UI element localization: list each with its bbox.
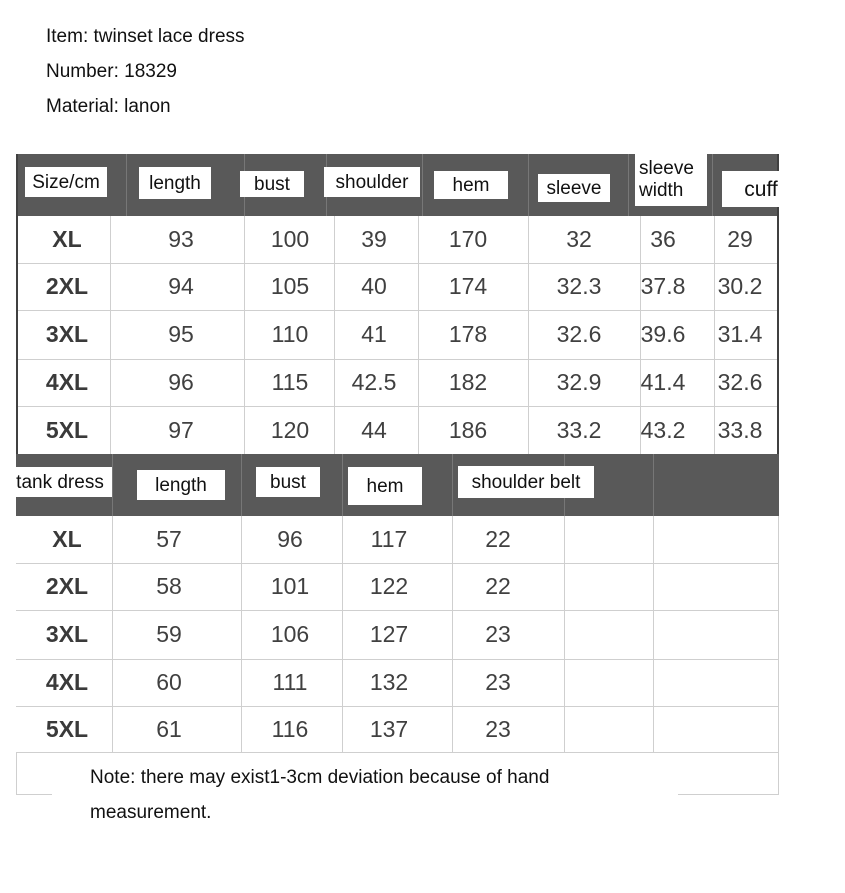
- table-cell: 39.6: [640, 321, 686, 347]
- size-cell: 5XL: [45, 416, 89, 443]
- table-cell: 57: [156, 526, 182, 552]
- table-cell: 33.2: [556, 416, 602, 443]
- table-cell: 127: [369, 621, 409, 647]
- table-cell: 31.4: [717, 321, 763, 347]
- size-cell: 3XL: [45, 621, 89, 647]
- table-cell: 32: [566, 226, 592, 252]
- table-cell: 32.6: [556, 321, 602, 347]
- table-cell: 32.6: [717, 369, 763, 395]
- table-cell: 174: [448, 273, 488, 299]
- table-cell: 43.2: [640, 416, 686, 443]
- size-cell: XL: [52, 226, 82, 252]
- header-sleeve-width: sleeve width: [635, 154, 707, 206]
- table-cell: 116: [271, 715, 309, 742]
- table-cell: 59: [156, 621, 182, 647]
- table-cell: 96: [277, 526, 303, 552]
- table-cell: 39: [361, 226, 387, 252]
- table-cell: 110: [271, 321, 309, 347]
- size-cell: 3XL: [45, 321, 89, 347]
- table-cell: 105: [270, 273, 310, 299]
- table-cell: 41: [361, 321, 387, 347]
- table-cell: 22: [485, 526, 511, 552]
- table-cell: 106: [270, 621, 310, 647]
- table-cell: 93: [168, 226, 194, 252]
- table-cell: 61: [156, 715, 182, 742]
- header-bust: bust: [240, 171, 304, 197]
- table-cell: 186: [448, 416, 488, 443]
- table-cell: 23: [485, 621, 511, 647]
- table-cell: 58: [156, 573, 182, 599]
- table-cell: 41.4: [640, 369, 686, 395]
- table-cell: 122: [369, 573, 409, 599]
- header-hem: hem: [434, 171, 508, 199]
- table-cell: 132: [369, 669, 409, 695]
- table-cell: 32.9: [556, 369, 602, 395]
- table-cell: 33.8: [717, 416, 763, 443]
- header-sleeve: sleeve: [538, 174, 610, 202]
- table-cell: 32.3: [556, 273, 602, 299]
- table-cell: 30.2: [717, 273, 763, 299]
- table-cell: 37.8: [640, 273, 686, 299]
- material-line: Material: lanon: [46, 96, 171, 117]
- table-cell: 40: [361, 273, 387, 299]
- table-cell: 137: [369, 715, 409, 742]
- header-shoulder: shoulder: [324, 167, 420, 197]
- table-cell: 182: [448, 369, 488, 395]
- table-cell: 115: [271, 369, 309, 395]
- table-cell: 95: [168, 321, 194, 347]
- number-line: Number: 18329: [46, 61, 177, 82]
- header-cuff: cuff: [722, 171, 800, 207]
- table-cell: 120: [270, 416, 310, 443]
- size-cell: 5XL: [45, 715, 89, 742]
- twinset-size-table: [16, 154, 779, 454]
- table-cell: 23: [485, 669, 511, 695]
- header-length: length: [137, 470, 225, 500]
- item-line: Item: twinset lace dress: [46, 26, 245, 47]
- header-bust: bust: [256, 467, 320, 497]
- size-cell: 2XL: [45, 273, 89, 299]
- table-cell: 170: [448, 226, 488, 252]
- note-line-2: measurement.: [90, 802, 212, 823]
- size-cell: XL: [52, 526, 82, 552]
- note-line-1: Note: there may exist1-3cm deviation because of hand: [90, 767, 550, 788]
- table-cell: 29: [727, 226, 753, 252]
- table-cell: 44: [361, 416, 387, 443]
- size-cell: 2XL: [45, 573, 89, 599]
- header-hem: hem: [348, 467, 422, 505]
- header-shoulder-belt: shoulder belt: [458, 466, 594, 498]
- table-cell: 22: [485, 573, 511, 599]
- table-cell: 97: [168, 416, 194, 443]
- header-length: length: [139, 167, 211, 199]
- table-cell: 101: [270, 573, 310, 599]
- size-cell: 4XL: [45, 369, 89, 395]
- table-cell: 36: [650, 226, 676, 252]
- header-size: Size/cm: [25, 167, 107, 197]
- table-cell: 60: [156, 669, 182, 695]
- header-tank-dress: tank dress: [8, 467, 112, 497]
- size-cell: 4XL: [45, 669, 89, 695]
- table-cell: 96: [168, 369, 194, 395]
- table-cell: 100: [270, 226, 310, 252]
- table-cell: 42.5: [351, 369, 397, 395]
- table-cell: 178: [448, 321, 488, 347]
- table-cell: 117: [370, 526, 408, 552]
- table-cell: 94: [168, 273, 194, 299]
- tank-dress-size-table: [16, 454, 779, 794]
- table-cell: 23: [485, 715, 511, 742]
- table-cell: 111: [272, 669, 308, 695]
